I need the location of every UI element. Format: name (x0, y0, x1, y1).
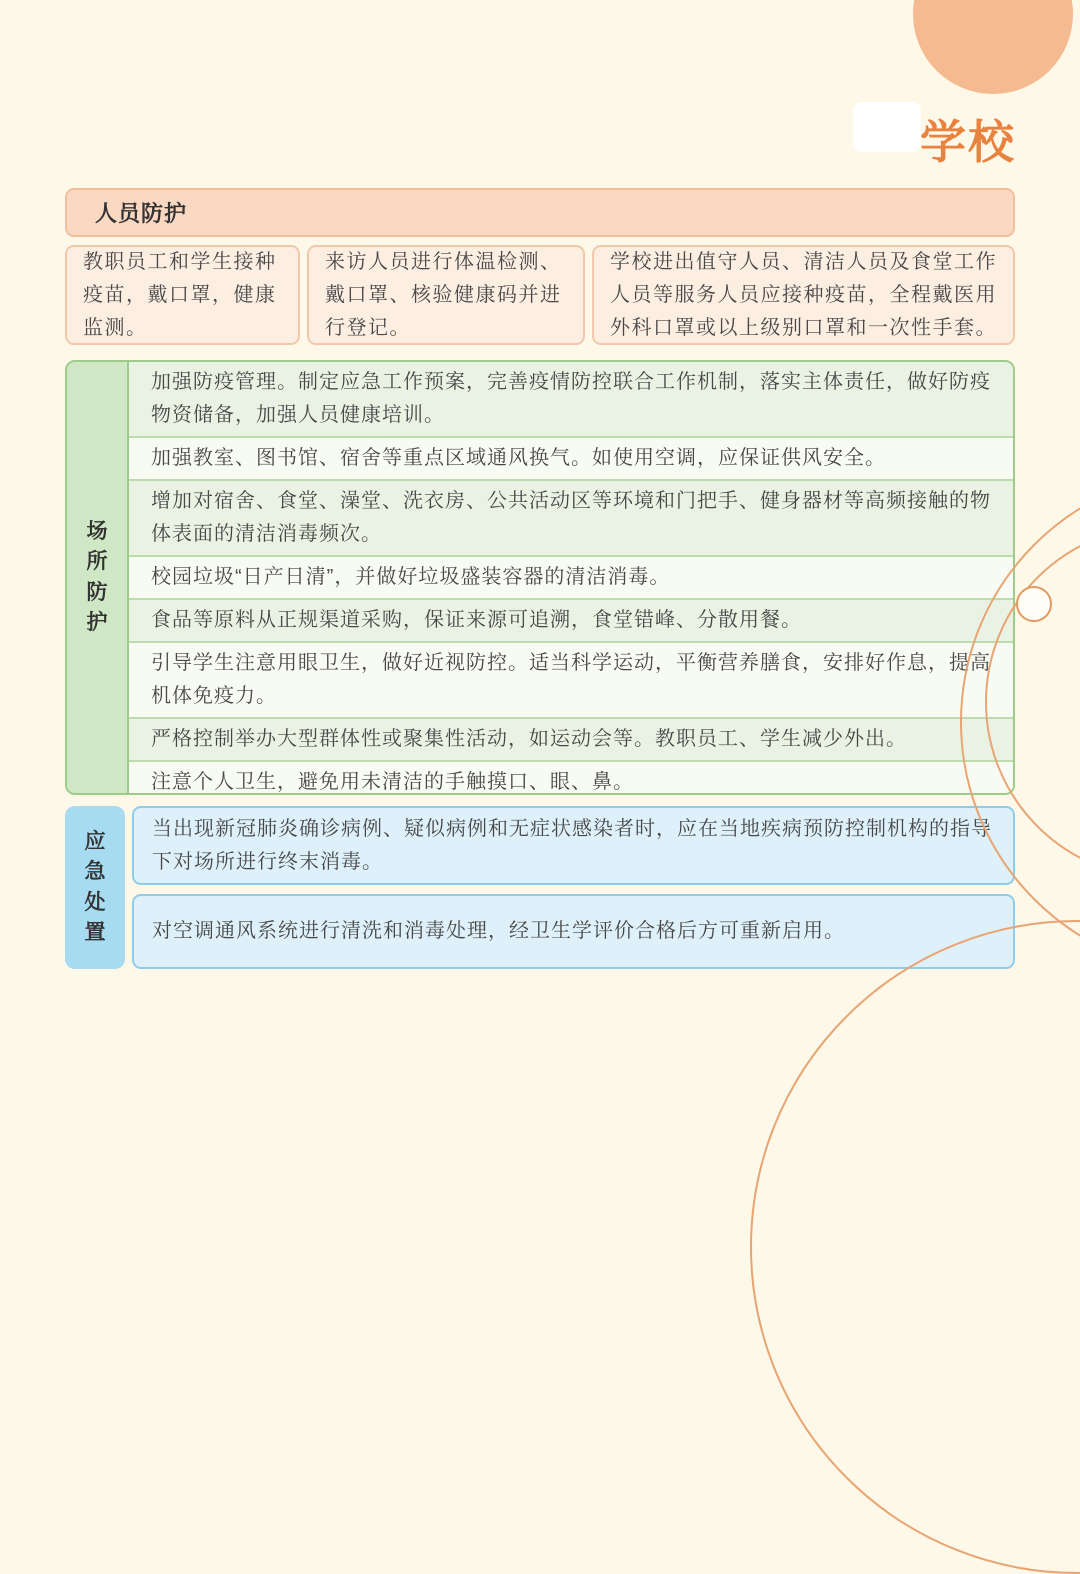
personnel-item-text: 学校进出值守人员、清洁人员及食堂工作人员等服务人员应接种疫苗，全程戴医用外科口罩或以上级别口罩和一次性手套。 (610, 250, 997, 339)
small-circle-decoration (1016, 586, 1052, 622)
place-row-text: 注意个人卫生，避免用未清洁的手触摸口、眼、鼻。 (151, 771, 634, 793)
personnel-item-text: 教职员工和学生接种疫苗，戴口罩，健康监测。 (83, 250, 277, 339)
place-row-text: 加强教室、图书馆、宿舍等重点区域通风换气。如使用空调，应保证供风安全。 (151, 447, 886, 469)
personnel-item-card (592, 245, 1015, 345)
place-row (129, 762, 1013, 795)
emergency-response-label-text: 应急处置 (84, 829, 106, 944)
place-row-text: 食品等原料从正规渠道采购，保证来源可追溯，食堂错峰、分散用餐。 (151, 609, 802, 631)
personnel-item-card (65, 245, 300, 345)
personnel-protection-header: 人员防护 (65, 188, 1015, 237)
emergency-row-text: 当出现新冠肺炎确诊病例、疑似病例和无症状感染者时，应在当地疾病预防控制机构的指导下对场所进行终末消毒。 (152, 817, 992, 873)
place-row-text: 加强防疫管理。制定应急工作预案，完善疫情防控联合工作机制，落实主体责任，做好防疫物资储备，加强人员健康培训。 (151, 371, 991, 426)
place-row (129, 481, 1013, 557)
place-protection-label (67, 362, 129, 793)
place-protection-rows (129, 362, 1013, 793)
place-protection-label-text: 场所防护 (86, 519, 108, 634)
place-row (129, 719, 1013, 762)
emergency-row (132, 894, 1015, 969)
emergency-response-label (65, 806, 125, 969)
ring-decoration-3 (750, 920, 1080, 1574)
place-row (129, 438, 1013, 481)
place-protection-section (65, 360, 1015, 795)
place-row (129, 557, 1013, 600)
white-patch-decoration (853, 102, 921, 152)
personnel-item-card (307, 245, 585, 345)
place-row-text: 引导学生注意用眼卫生，做好近视防控。适当科学运动，平衡营养膳食，安排好作息，提高机体免疫力。 (151, 652, 991, 707)
emergency-row (132, 806, 1015, 885)
page-title: 学校 (920, 116, 1016, 168)
place-row-text: 严格控制举办大型群体性或聚集性活动，如运动会等。教职员工、学生减少外出。 (151, 728, 907, 750)
personnel-item-text: 来访人员进行体温检测、戴口罩、核验健康码并进行登记。 (325, 250, 562, 339)
place-row (129, 600, 1013, 643)
emergency-row-text: 对空调通风系统进行清洗和消毒处理，经卫生学评价合格后方可重新启用。 (152, 920, 845, 942)
place-row-text: 校园垃圾“日产日清”，并做好垃圾盛装容器的清洁消毒。 (151, 566, 671, 588)
place-row (129, 362, 1013, 438)
place-row-text: 增加对宿舍、食堂、澡堂、洗衣房、公共活动区等环境和门把手、健身器材等高频接触的物体表面的清洁消毒频次。 (151, 490, 991, 545)
place-row (129, 643, 1013, 719)
top-right-circle-decoration (913, 0, 1073, 94)
